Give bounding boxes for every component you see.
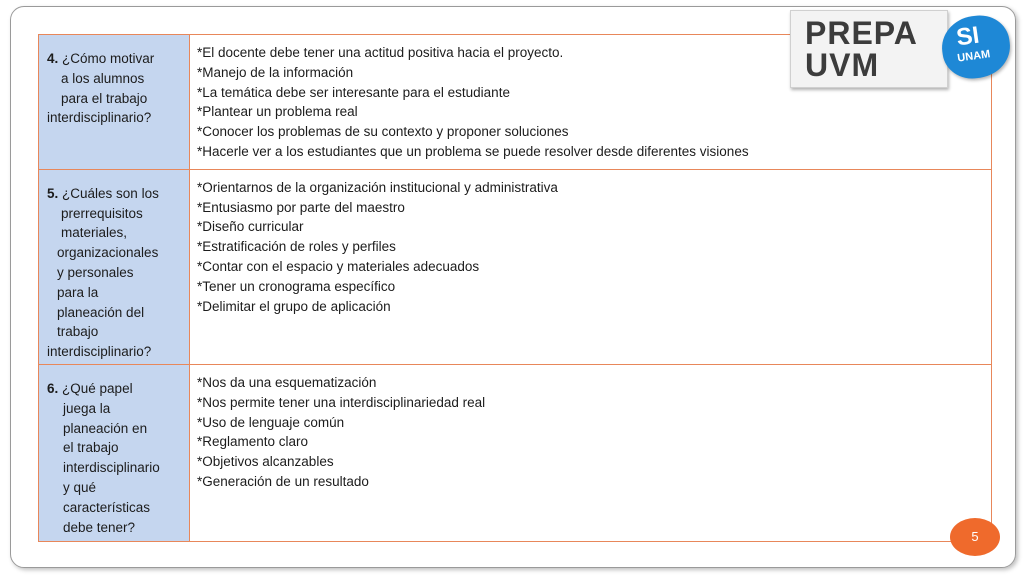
answer-item: *Objetivos alcanzables — [197, 454, 334, 470]
question-line: organizacionales — [57, 245, 159, 261]
question-line: para la — [57, 284, 99, 300]
question-line: ¿Qué papel — [62, 380, 133, 396]
table-row — [39, 169, 992, 364]
question-cell — [39, 35, 190, 170]
question-line: el trabajo — [63, 440, 119, 456]
question-line: materiales, — [61, 225, 128, 241]
question-line: características — [63, 499, 151, 515]
answer-item: *Orientarnos de la organización institucional y administrativa — [197, 179, 558, 195]
answer-item: *Generación de un resultado — [197, 473, 369, 489]
answer-item: *Plantear un problema real — [197, 104, 358, 120]
question-cell — [39, 364, 190, 541]
logo-text: PREPA — [805, 15, 918, 51]
answer-item: *Hacerle ver a los estudiantes que un problema se puede resolver desde diferentes visiones — [197, 143, 749, 159]
question-cell — [39, 169, 190, 364]
answer-item: *La temática debe ser interesante para el estudiante — [197, 84, 510, 100]
answer-item: *Estratificación de roles y perfiles — [197, 239, 396, 255]
answer-item: *Uso de lenguaje común — [197, 414, 345, 430]
answer-item: *Delimitar el grupo de aplicación — [197, 298, 391, 314]
answer-item: *El docente debe tener una actitud positiva hacia el proyecto. — [197, 45, 564, 60]
question-line: ¿Cómo motivar — [62, 51, 155, 66]
question-line: a los alumnos — [61, 70, 145, 86]
question-number: 4. — [47, 51, 59, 66]
question-line: debe tener? — [63, 519, 136, 535]
logo-text: UNAM — [956, 48, 991, 65]
answer-item: *Manejo de la información — [197, 64, 354, 80]
answer-item: *Diseño curricular — [197, 219, 304, 235]
question-line: prerrequisitos — [61, 205, 143, 221]
question-line: interdisciplinario? — [47, 344, 152, 360]
question-line: planeación en — [63, 420, 148, 436]
table-row — [39, 364, 992, 541]
question-line: interdisciplinario — [63, 460, 160, 476]
question-line: juega la — [63, 400, 111, 416]
question-line: planeación del — [57, 304, 145, 320]
question-line: interdisciplinario? — [47, 110, 152, 126]
question-line: para el trabajo — [61, 90, 148, 106]
page-number-badge: 5 — [950, 518, 1000, 556]
question-number: 6. — [47, 380, 59, 396]
question-line: y personales — [57, 264, 134, 280]
answer-item: *Reglamento claro — [197, 434, 309, 450]
answer-item: *Tener un cronograma específico — [197, 278, 396, 294]
answer-item: *Nos da una esquematización — [197, 374, 377, 390]
answer-item: *Contar con el espacio y materiales adecuados — [197, 258, 480, 274]
answer-item: *Entusiasmo por parte del maestro — [197, 199, 405, 215]
question-line: ¿Cuáles son los — [62, 185, 159, 201]
prepa-uvm-logo — [790, 10, 948, 88]
answer-item: *Conocer los problemas de su contexto y proponer soluciones — [197, 124, 569, 140]
logo-text: SI — [954, 21, 981, 52]
question-line: trabajo — [57, 324, 99, 340]
answer-item: *Nos permite tener una interdisciplinariedad real — [197, 394, 486, 410]
question-line: y qué — [63, 479, 97, 495]
qa-table — [38, 34, 992, 542]
answer-cell — [190, 169, 992, 364]
answer-cell — [190, 364, 992, 541]
logo-text: UVM — [805, 47, 880, 83]
question-number: 5. — [47, 185, 59, 201]
